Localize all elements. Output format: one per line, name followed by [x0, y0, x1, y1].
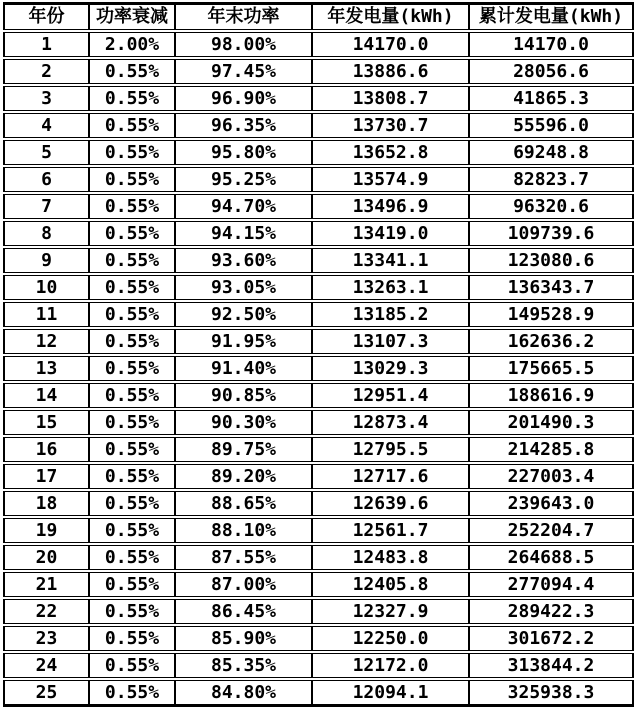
table-cell: 89.75%	[175, 436, 312, 463]
table-cell: 14170.0	[312, 31, 469, 58]
table-cell: 13029.3	[312, 355, 469, 382]
table-cell: 0.55%	[89, 112, 175, 139]
table-row	[4, 139, 633, 166]
table-cell: 313844.2	[469, 652, 633, 679]
table-cell: 95.80%	[175, 139, 312, 166]
table-cell: 3	[4, 85, 89, 112]
table-cell: 0.55%	[89, 193, 175, 220]
table-cell: 0.55%	[89, 166, 175, 193]
table-cell: 13107.3	[312, 328, 469, 355]
table-cell: 13	[4, 355, 89, 382]
table-cell: 13730.7	[312, 112, 469, 139]
table-cell: 0.55%	[89, 301, 175, 328]
table-cell: 0.55%	[89, 355, 175, 382]
table-cell: 201490.3	[469, 409, 633, 436]
table-cell: 89.20%	[175, 463, 312, 490]
table-cell: 12	[4, 328, 89, 355]
table-cell: 13419.0	[312, 220, 469, 247]
table-cell: 14	[4, 382, 89, 409]
table-cell: 86.45%	[175, 598, 312, 625]
table-cell: 13185.2	[312, 301, 469, 328]
table-cell: 0.55%	[89, 382, 175, 409]
table-cell: 55596.0	[469, 112, 633, 139]
table-cell: 162636.2	[469, 328, 633, 355]
table-cell: 15	[4, 409, 89, 436]
table-cell: 0.55%	[89, 220, 175, 247]
table-row	[4, 247, 633, 274]
column-header-1: 年份	[4, 4, 89, 31]
table-cell: 0.55%	[89, 247, 175, 274]
table-cell: 0.55%	[89, 679, 175, 706]
table-cell: 98.00%	[175, 31, 312, 58]
table-cell: 12951.4	[312, 382, 469, 409]
table-cell: 0.55%	[89, 544, 175, 571]
column-header-2: 功率衰减	[89, 4, 175, 31]
table-cell: 136343.7	[469, 274, 633, 301]
table-cell: 13496.9	[312, 193, 469, 220]
table-cell: 2	[4, 58, 89, 85]
table-cell: 5	[4, 139, 89, 166]
table-row	[4, 571, 633, 598]
table-body	[4, 31, 633, 706]
column-header-3: 年末功率	[175, 4, 312, 31]
table-cell: 95.25%	[175, 166, 312, 193]
table-cell: 13886.6	[312, 58, 469, 85]
table-cell: 91.40%	[175, 355, 312, 382]
table-cell: 252204.7	[469, 517, 633, 544]
table-cell: 0.55%	[89, 328, 175, 355]
table-row	[4, 328, 633, 355]
table-row	[4, 436, 633, 463]
table-cell: 227003.4	[469, 463, 633, 490]
table-cell: 0.55%	[89, 652, 175, 679]
table-cell: 10	[4, 274, 89, 301]
table-cell: 13574.9	[312, 166, 469, 193]
table-cell: 239643.0	[469, 490, 633, 517]
header-row	[4, 4, 633, 31]
table-cell: 90.30%	[175, 409, 312, 436]
table-cell: 6	[4, 166, 89, 193]
table-cell: 149528.9	[469, 301, 633, 328]
table-cell: 277094.4	[469, 571, 633, 598]
table-cell: 12717.6	[312, 463, 469, 490]
table-cell: 0.55%	[89, 436, 175, 463]
table-cell: 0.55%	[89, 490, 175, 517]
table-cell: 0.55%	[89, 139, 175, 166]
table-row	[4, 544, 633, 571]
table-cell: 12327.9	[312, 598, 469, 625]
table-row	[4, 166, 633, 193]
table-cell: 12795.5	[312, 436, 469, 463]
table-cell: 93.60%	[175, 247, 312, 274]
table-cell: 12873.4	[312, 409, 469, 436]
table-cell: 20	[4, 544, 89, 571]
table-cell: 94.70%	[175, 193, 312, 220]
table-cell: 18	[4, 490, 89, 517]
table-cell: 13341.1	[312, 247, 469, 274]
table-row	[4, 301, 633, 328]
table-cell: 301672.2	[469, 625, 633, 652]
table-cell: 87.55%	[175, 544, 312, 571]
table-row	[4, 409, 633, 436]
table-cell: 21	[4, 571, 89, 598]
table-cell: 9	[4, 247, 89, 274]
table-row	[4, 382, 633, 409]
table-cell: 87.00%	[175, 571, 312, 598]
table-cell: 289422.3	[469, 598, 633, 625]
table-cell: 0.55%	[89, 571, 175, 598]
table-cell: 123080.6	[469, 247, 633, 274]
table-row	[4, 274, 633, 301]
table-cell: 13652.8	[312, 139, 469, 166]
table-row	[4, 58, 633, 85]
table-cell: 13263.1	[312, 274, 469, 301]
table-cell: 96.90%	[175, 85, 312, 112]
table-cell: 0.55%	[89, 463, 175, 490]
table-cell: 28056.6	[469, 58, 633, 85]
table-cell: 12405.8	[312, 571, 469, 598]
table-cell: 7	[4, 193, 89, 220]
table-cell: 13808.7	[312, 85, 469, 112]
table-cell: 264688.5	[469, 544, 633, 571]
table-cell: 4	[4, 112, 89, 139]
table-cell: 85.35%	[175, 652, 312, 679]
table-cell: 69248.8	[469, 139, 633, 166]
table-cell: 96.35%	[175, 112, 312, 139]
table-cell: 2.00%	[89, 31, 175, 58]
table-cell: 16	[4, 436, 89, 463]
table-cell: 91.95%	[175, 328, 312, 355]
table-cell: 175665.5	[469, 355, 633, 382]
table-cell: 214285.8	[469, 436, 633, 463]
table-cell: 0.55%	[89, 85, 175, 112]
table-row	[4, 490, 633, 517]
column-header-4: 年发电量(kWh)	[312, 4, 469, 31]
table-cell: 22	[4, 598, 89, 625]
table-row	[4, 112, 633, 139]
table-cell: 19	[4, 517, 89, 544]
table-row	[4, 355, 633, 382]
table-cell: 12483.8	[312, 544, 469, 571]
table-cell: 1	[4, 31, 89, 58]
table-cell: 14170.0	[469, 31, 633, 58]
column-header-5: 累计发电量(kWh)	[469, 4, 633, 31]
table-cell: 41865.3	[469, 85, 633, 112]
table-cell: 325938.3	[469, 679, 633, 706]
table-cell: 84.80%	[175, 679, 312, 706]
table-cell: 12094.1	[312, 679, 469, 706]
table-row	[4, 517, 633, 544]
table-cell: 93.05%	[175, 274, 312, 301]
table-cell: 0.55%	[89, 274, 175, 301]
table-cell: 23	[4, 625, 89, 652]
table-row	[4, 193, 633, 220]
table-cell: 8	[4, 220, 89, 247]
table-row	[4, 652, 633, 679]
table-cell: 90.85%	[175, 382, 312, 409]
table-cell: 12639.6	[312, 490, 469, 517]
table-cell: 88.65%	[175, 490, 312, 517]
table-cell: 188616.9	[469, 382, 633, 409]
table-cell: 96320.6	[469, 193, 633, 220]
table-header	[4, 4, 633, 31]
table-cell: 0.55%	[89, 517, 175, 544]
table-cell: 12561.7	[312, 517, 469, 544]
table-cell: 0.55%	[89, 625, 175, 652]
power-generation-table	[3, 2, 634, 707]
table-row	[4, 463, 633, 490]
table-cell: 0.55%	[89, 409, 175, 436]
table-cell: 109739.6	[469, 220, 633, 247]
table-cell: 12250.0	[312, 625, 469, 652]
table-row	[4, 31, 633, 58]
table-cell: 0.55%	[89, 598, 175, 625]
table-cell: 17	[4, 463, 89, 490]
table-cell: 0.55%	[89, 58, 175, 85]
table-cell: 94.15%	[175, 220, 312, 247]
table-cell: 82823.7	[469, 166, 633, 193]
table-row	[4, 625, 633, 652]
table-cell: 25	[4, 679, 89, 706]
table-cell: 11	[4, 301, 89, 328]
table-cell: 85.90%	[175, 625, 312, 652]
table-row	[4, 598, 633, 625]
table-row	[4, 85, 633, 112]
table-row	[4, 679, 633, 706]
table-cell: 24	[4, 652, 89, 679]
table-cell: 12172.0	[312, 652, 469, 679]
table-cell: 97.45%	[175, 58, 312, 85]
table-row	[4, 220, 633, 247]
table-cell: 92.50%	[175, 301, 312, 328]
table-cell: 88.10%	[175, 517, 312, 544]
